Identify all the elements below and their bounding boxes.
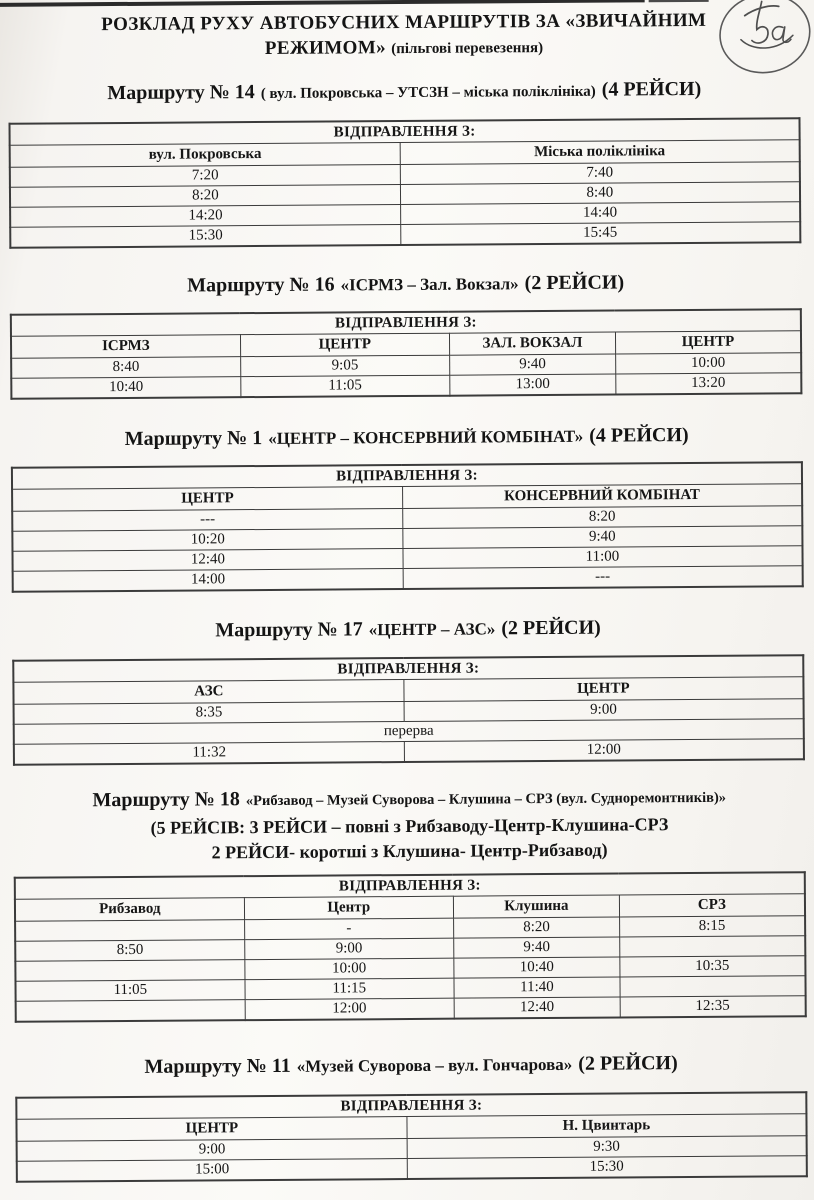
- column-header: АЗС: [13, 680, 403, 705]
- time-cell: 9:30: [407, 1136, 807, 1159]
- route-11-heading: [4, 1048, 814, 1082]
- column-header: КОНСЕРВНИЙ КОМБІНАТ: [402, 484, 802, 509]
- route-stops: ( вул. Покровська – УТСЗН – міська поліклініка): [260, 83, 596, 103]
- route-stops: «ЦЕНТР – АЗС»: [368, 619, 496, 640]
- time-cell: 7:40: [400, 162, 800, 185]
- title-note: (пільгові перевезення): [391, 40, 544, 58]
- time-cell: [15, 960, 244, 982]
- column-header: Міська поліклініка: [400, 140, 800, 165]
- route-18-schedule-table: [14, 871, 807, 1023]
- route-trips: (4 РЕЙСИ): [601, 77, 702, 101]
- time-cell: [15, 920, 244, 942]
- time-cell: 10:00: [244, 958, 453, 979]
- time-cell: 11:05: [15, 980, 244, 1002]
- route-stops: «Рибзавод – Музей Суворова – Клушина – СРЗ (вул. Судноремонтників)»: [245, 789, 727, 810]
- time-cell: 9:00: [404, 699, 804, 722]
- table-row: [17, 1156, 807, 1182]
- route-trips: (2 РЕЙСИ): [578, 1052, 678, 1075]
- scan-edge-artifact: [0, 0, 645, 7]
- route-1-heading: [0, 420, 814, 454]
- break-cell: перерва: [14, 719, 804, 745]
- time-cell: 9:05: [240, 355, 449, 376]
- column-header: ІСРМЗ: [11, 335, 240, 359]
- time-cell: 8:20: [453, 917, 619, 938]
- time-cell: 12:40: [12, 549, 402, 572]
- time-cell: 9:40: [454, 937, 620, 958]
- route-14-schedule-table: [8, 117, 801, 249]
- column-header: Н. Цвинтарь: [407, 1114, 807, 1139]
- table-row: [10, 222, 800, 248]
- document-title: [54, 8, 754, 65]
- time-cell: 11:32: [14, 742, 404, 765]
- time-cell: 13:00: [450, 374, 616, 396]
- departures-header: ВІДПРАВЛЕННЯ З:: [10, 118, 800, 145]
- time-cell: 14:00: [13, 569, 403, 592]
- route-number: Маршруту № 18: [92, 788, 240, 812]
- route-16-heading: [0, 267, 813, 301]
- column-header: ЦЕНТР: [404, 677, 804, 702]
- route-1-schedule-table: [11, 461, 804, 593]
- time-cell: 10:20: [12, 529, 402, 552]
- time-cell: 14:40: [400, 202, 800, 225]
- time-cell: 12:35: [620, 996, 806, 1018]
- time-cell: 10:00: [615, 353, 801, 374]
- route-16-schedule-table: [10, 308, 803, 400]
- title-line2: РЕЖИМОМ»: [264, 37, 387, 59]
- departures-header: ВІДПРАВЛЕННЯ З:: [15, 872, 805, 899]
- column-header: Клушина: [453, 895, 619, 918]
- column-header: СРЗ: [619, 894, 805, 917]
- time-cell: [16, 1000, 245, 1022]
- time-cell: 12:00: [245, 998, 454, 1020]
- time-cell: 9:40: [403, 526, 803, 549]
- route-14-heading: [0, 74, 811, 110]
- route-trips: (4 РЕЙСИ): [589, 424, 689, 447]
- departures-header: ВІДПРАВЛЕННЯ З:: [11, 309, 801, 336]
- route-trips: (2 РЕЙСИ): [501, 616, 601, 640]
- column-header: ЦЕНТР: [615, 331, 801, 354]
- time-cell: 10:35: [620, 956, 806, 977]
- scan-edge-artifact: [649, 0, 709, 2]
- departures-header: ВІДПРАВЛЕННЯ З:: [16, 1092, 806, 1119]
- time-cell: 12:40: [454, 997, 620, 1019]
- route-stops: «ІСРМЗ – Зал. Вокзал»: [340, 274, 519, 295]
- route-18-heading: [2, 781, 814, 817]
- time-cell: 8:15: [619, 916, 805, 937]
- time-cell: ---: [403, 566, 803, 589]
- time-cell: 8:35: [14, 702, 404, 725]
- time-cell: 15:30: [407, 1156, 807, 1179]
- route-number: Маршруту № 11: [144, 1054, 291, 1078]
- column-header: вул. Покровська: [10, 143, 400, 168]
- time-cell: 8:20: [402, 506, 802, 529]
- column-header: ЗАЛ. ВОКЗАЛ: [449, 332, 615, 355]
- column-header: ЦЕНТР: [240, 333, 449, 356]
- route-18-heading-line3: 2 РЕЙСИ- коротші з Клушина- Центр-Рибзавод): [211, 839, 608, 863]
- route-trips: (2 РЕЙСИ): [524, 271, 625, 295]
- time-cell: ---: [12, 509, 402, 532]
- time-cell: 14:20: [10, 205, 400, 228]
- table-row: [16, 996, 806, 1022]
- route-number: Маршруту № 16: [187, 273, 335, 297]
- time-cell: 8:40: [400, 182, 800, 205]
- time-cell: 13:20: [616, 373, 802, 395]
- column-header: Рибзавод: [15, 898, 244, 922]
- column-header: ЦЕНТР: [16, 1117, 406, 1142]
- column-header: ЦЕНТР: [12, 487, 402, 512]
- route-17-heading: [1, 612, 814, 646]
- route-stops: «Музей Суворова – вул. Гончарова»: [296, 1054, 573, 1076]
- time-cell: 8:40: [11, 357, 240, 379]
- time-cell: 10:40: [454, 957, 620, 978]
- route-stops: «ЦЕНТР – КОНСЕРВНИЙ КОМБІНАТ»: [268, 426, 584, 448]
- route-11-schedule-table: [15, 1091, 808, 1183]
- time-cell: 15:00: [17, 1159, 407, 1182]
- time-cell: 15:30: [10, 225, 400, 248]
- route-number: Маршруту № 17: [215, 618, 363, 642]
- time-cell: 9:00: [17, 1139, 407, 1162]
- time-cell: 7:20: [10, 165, 400, 188]
- time-cell: 11:00: [403, 546, 803, 569]
- time-cell: [620, 976, 806, 997]
- time-cell: 11:40: [454, 977, 620, 998]
- time-cell: 11:15: [245, 978, 454, 999]
- column-header: Центр: [244, 896, 453, 919]
- title-line1: РОЗКЛАД РУХУ АВТОБУСНИХ МАРШРУТІВ ЗА «ЗВИЧАЙНИМ: [101, 9, 707, 36]
- time-cell: 9:00: [244, 938, 453, 959]
- table-row: [11, 373, 801, 399]
- time-cell: 12:00: [404, 739, 804, 762]
- route-number: Маршруту № 14: [107, 81, 255, 105]
- time-cell: 11:05: [240, 375, 449, 397]
- time-cell: 9:40: [450, 354, 616, 375]
- route-number: Маршруту № 1: [124, 427, 263, 450]
- route-17-schedule-table: [12, 654, 805, 766]
- time-cell: 8:50: [15, 940, 244, 962]
- time-cell: 15:45: [400, 222, 800, 245]
- time-cell: 10:40: [11, 377, 240, 399]
- route-18-heading-line2: (5 РЕЙСІВ: 3 РЕЙСИ – повні з Рибзаводу-Центр-Клушина-СРЗ: [150, 814, 669, 838]
- time-cell: 8:20: [10, 185, 400, 208]
- time-cell: -: [244, 918, 453, 939]
- table-row: [14, 739, 804, 765]
- handwritten-mark-icon: [715, 0, 814, 82]
- departures-header: ВІДПРАВЛЕННЯ З:: [12, 462, 802, 489]
- departures-header: ВІДПРАВЛЕННЯ З:: [13, 655, 803, 682]
- time-cell: [620, 936, 806, 957]
- table-row: [13, 566, 803, 592]
